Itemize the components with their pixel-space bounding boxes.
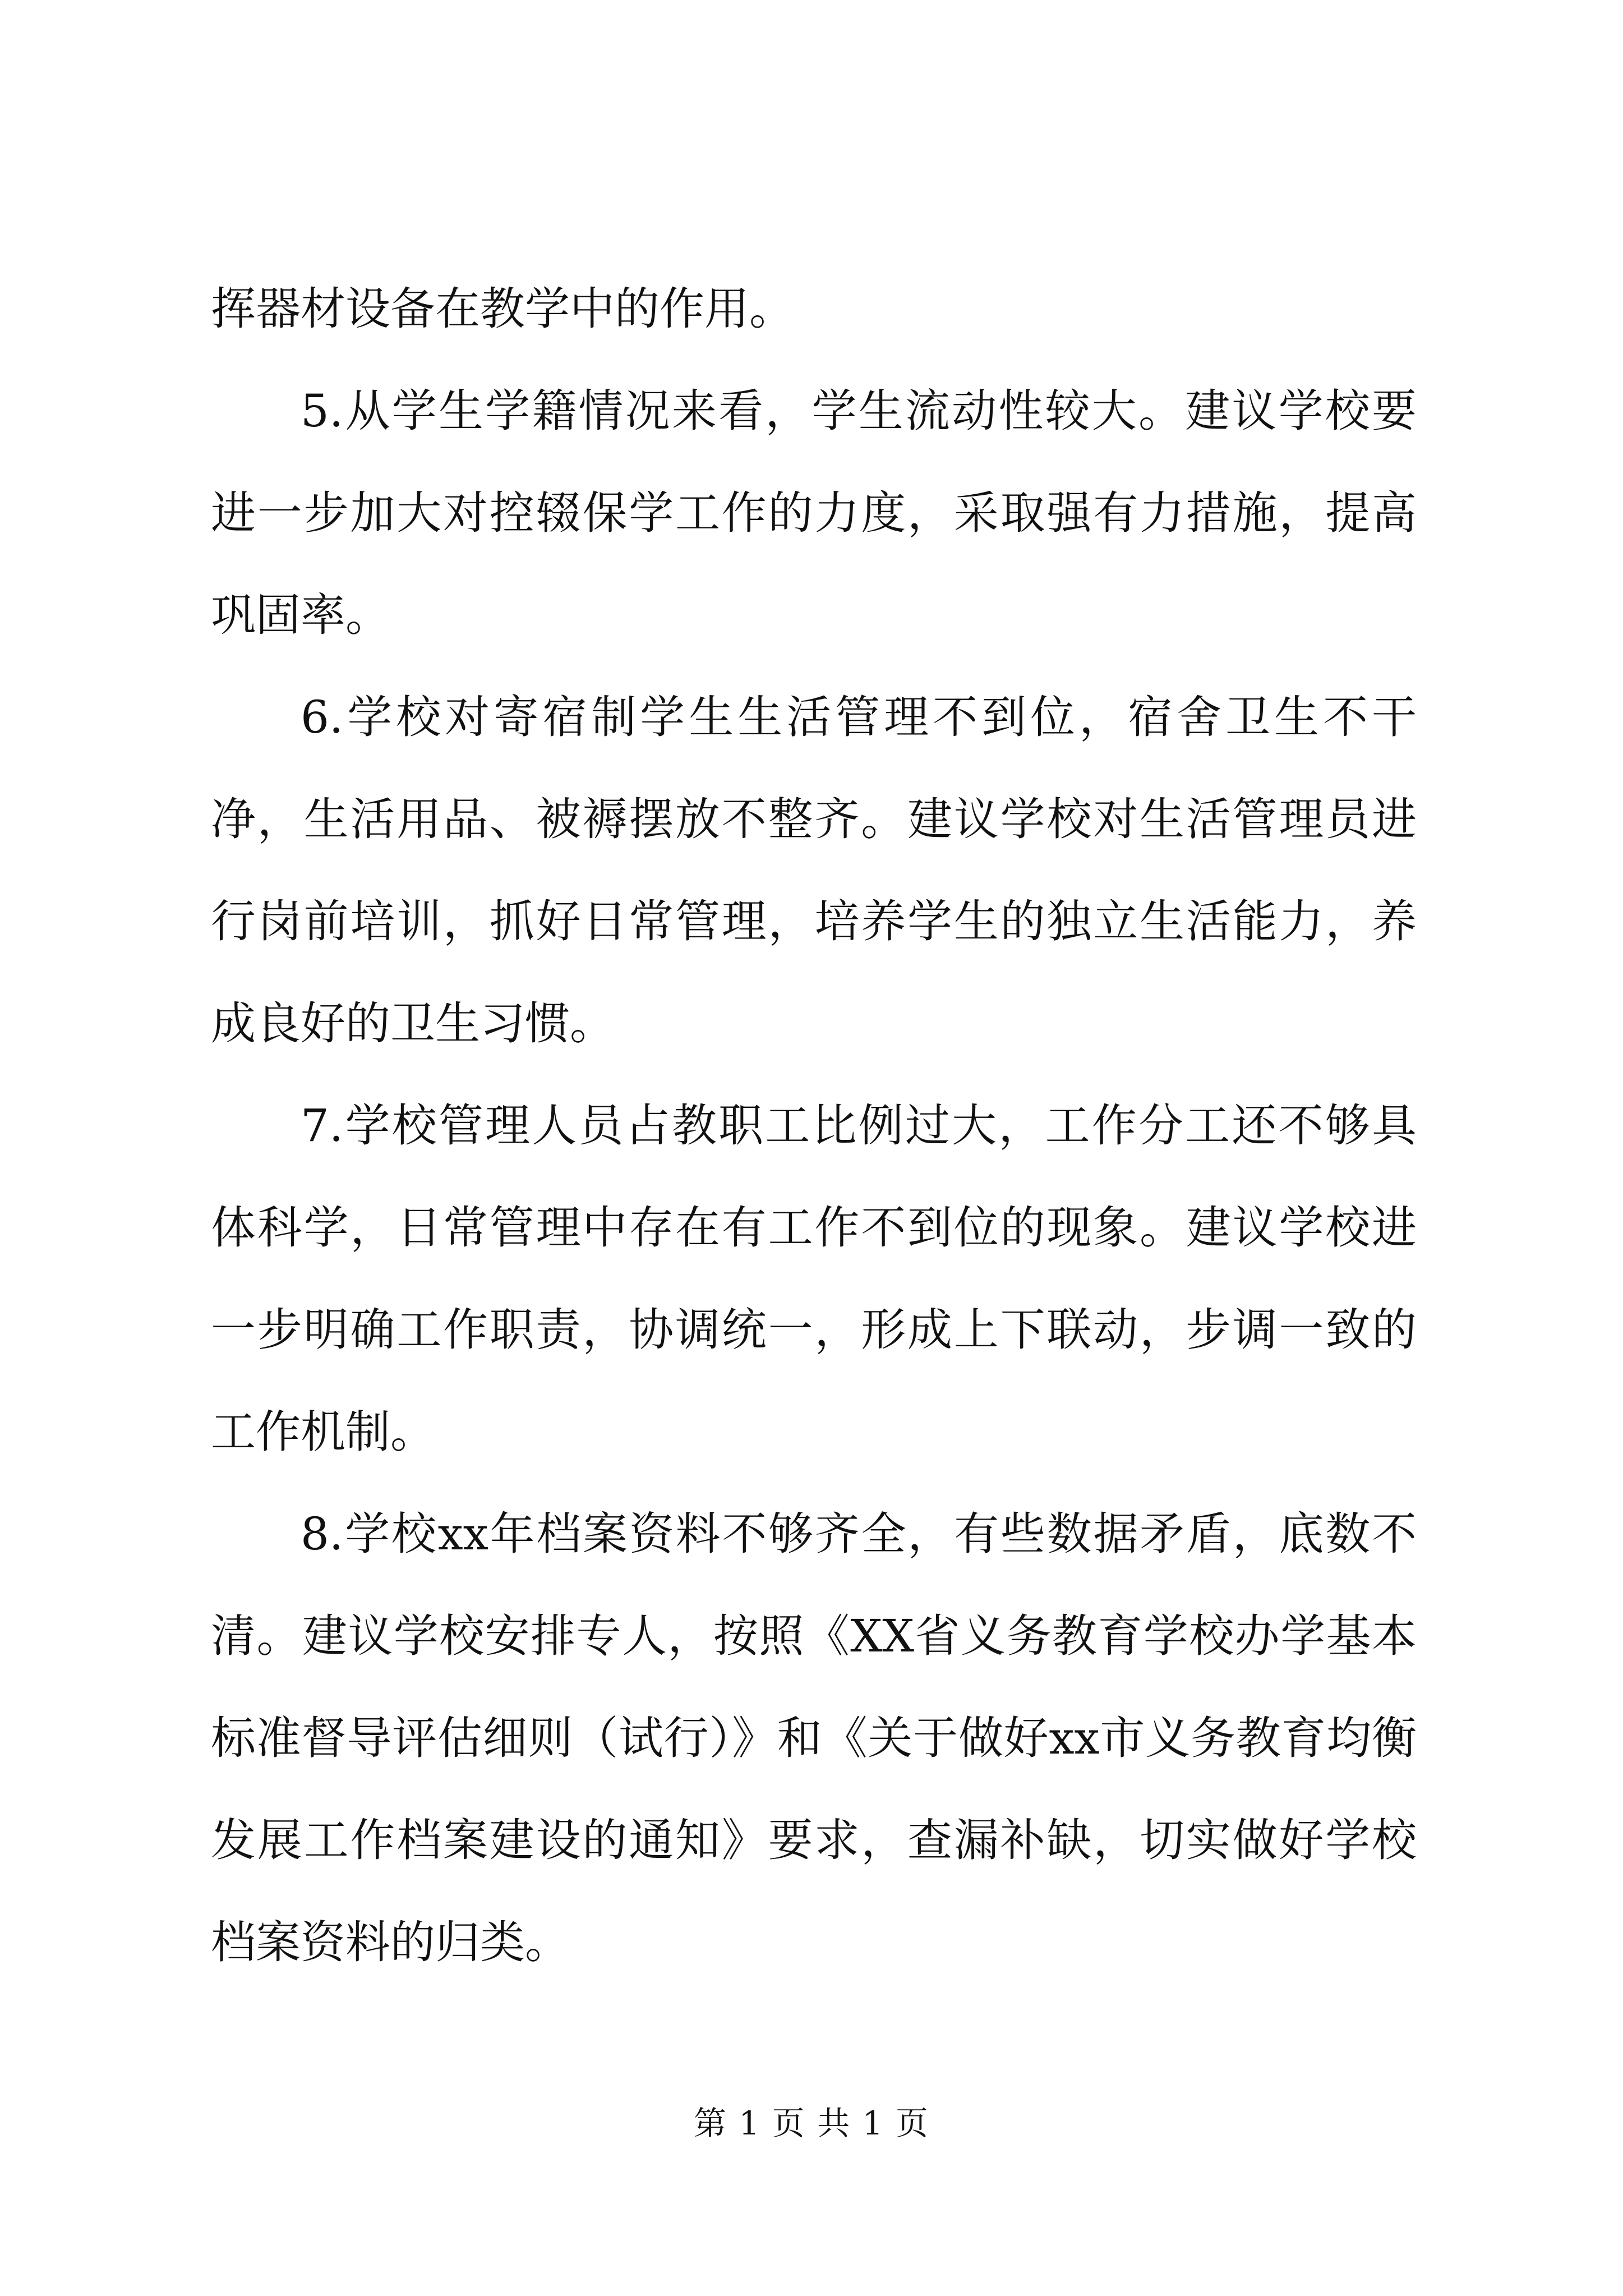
page-footer: 第 1 页 共 1 页 (694, 2104, 929, 2142)
paragraph-item-7: 7.学校管理人员占教职工比例过大，工作分工还不够具体科学，日常管理中存在有工作不到位的现象。建议学校进一步明确工作职责，协调统一，形成上下联动，步调一致的工作机制。 (211, 1099, 1417, 1458)
paragraph-item-8: 8.学校xx年档案资料不够齐全，有些数据矛盾，底数不清。建议学校安排专人，按照《XX省义务教育学校办学基本标准督导评估细则（试行）》和《关于做好xx市义务教育均衡发展工作档案建设的通知》要求，查漏补缺，切实做好学校档案资料的归类。 (211, 1508, 1417, 1968)
paragraph-continuation: 挥器材设备在教学中的作用。 (211, 283, 794, 335)
paragraph-item-6: 6.学校对寄宿制学生生活管理不到位，宿舍卫生不干净，生活用品、被褥摆放不整齐。建议学校对生活管理员进行岗前培训，抓好日常管理，培养学生的独立生活能力，养成良好的卫生习惯。 (211, 691, 1417, 1050)
paragraph-item-5: 5.从学生学籍情况来看，学生流动性较大。建议学校要进一步加大对控辍保学工作的力度，采取强有力措施，提高巩固率。 (211, 385, 1417, 641)
document-body (211, 258, 1417, 1994)
